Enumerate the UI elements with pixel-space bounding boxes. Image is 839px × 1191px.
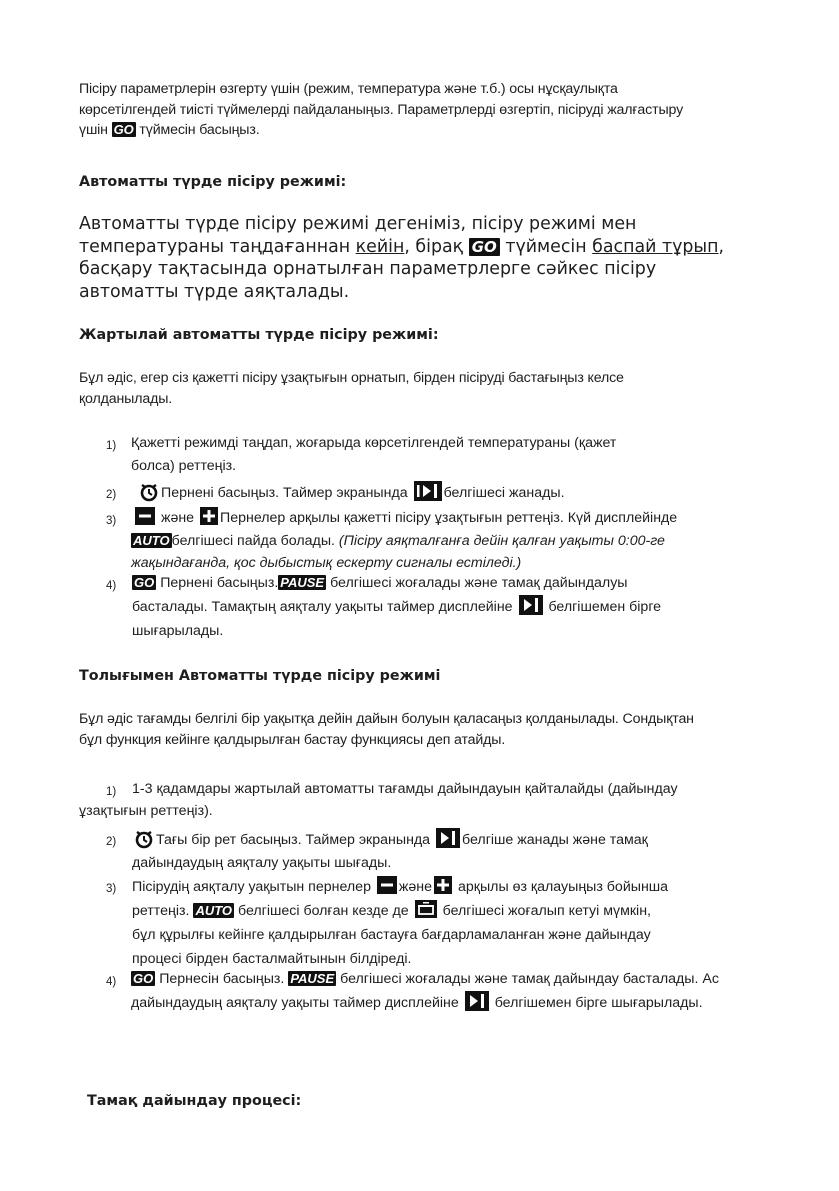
step-text: белгішесі жоғалады және тамақ дайындалуы xyxy=(330,575,628,591)
step-text: болса) реттеңіз. xyxy=(131,457,237,474)
step-text: белгішемен бірге шығарылады. xyxy=(494,994,703,1011)
step-text: белгішесі болған кезде де xyxy=(238,903,409,919)
auto-line-2d: түймесін xyxy=(505,236,587,257)
step-text: белгішесі жанады. xyxy=(443,485,565,501)
step-number: 4) xyxy=(106,976,117,988)
minus-icon xyxy=(135,507,155,525)
step-number: 2) xyxy=(106,489,117,501)
auto-line-2c: , бірақ xyxy=(404,236,464,257)
step-text: және xyxy=(160,510,195,526)
step-text: ұзақтығын реттеңіз). xyxy=(79,803,213,819)
intro-line-2: көрсетілгендей тиісті түймелерді пайдаланыңыз. Параметрлерді өзгертіп, пісіруді жалғастыру xyxy=(79,101,684,118)
go-badge: GO xyxy=(113,122,134,137)
step-text: дайындаудың аяқталу уақыты шығады. xyxy=(132,854,392,871)
plus-icon xyxy=(200,507,218,525)
step-text: арқылы өз қалауыңыз бойынша xyxy=(457,879,669,895)
auto-heading: Автоматты түрде пісіру режимі: xyxy=(79,174,347,190)
auto-line-1: Автоматты түрде пісіру режимі дегеніміз, пісіру режимі мен xyxy=(79,214,637,234)
step-note: жақындағанда, қос дыбыстық ескерту сигналы естіледі.) xyxy=(131,555,522,571)
auto-underline-after: кейін xyxy=(355,236,405,257)
step-note: (Пісіру аяқталғанға дейін қалған уақыты 0:00-ге xyxy=(338,532,665,549)
auto-badge: AUTO xyxy=(195,903,233,918)
step-text: Пернесін басыңыз. xyxy=(159,971,285,987)
timer-icon xyxy=(139,482,159,500)
end-icon xyxy=(519,595,543,615)
go-badge: GO xyxy=(133,971,154,986)
full-intro-line-1: Бұл әдіс тағамды белгілі бір уақытқа дейін дайын болуын қаласаңыз қолданылады. Сондықтан xyxy=(79,711,694,727)
auto-badge: AUTO xyxy=(133,532,170,548)
step-text: басталады. Тамақтың аяқталу уақыты таймер дисплейіне xyxy=(132,598,513,615)
step-text: реттеңіз. xyxy=(132,903,190,919)
full-intro-line-2: бұл функция кейінге қалдырылған бастау функциясы деп атайды. xyxy=(79,731,506,748)
auto-line-3: басқару тақтасында орнатылған параметрлерге сәйкес пісіру xyxy=(79,259,657,279)
timer-icon xyxy=(134,829,154,847)
end-icon xyxy=(436,828,460,848)
auto-line-4: автоматты түрде аяқталады. xyxy=(79,281,350,302)
plus-icon xyxy=(434,876,452,894)
auto-line-2a: температураны таңдағаннан xyxy=(79,236,351,257)
go-badge: GO xyxy=(134,575,155,590)
step-text: дайындаудың аяқталу уақыты таймер дисплейіне xyxy=(131,994,459,1011)
pot-icon xyxy=(415,900,437,918)
step-number: 2) xyxy=(106,836,117,848)
pause-badge: PAUSE xyxy=(290,971,335,986)
semi-intro xyxy=(79,368,624,409)
step-text: Пернені басыңыз. xyxy=(160,575,279,591)
step-text: Қажетті режимді таңдап, жоғарыда көрсетілгендей температураны (қажет xyxy=(131,435,617,451)
step-text: 1-3 қадамдары жартылай автоматты тағамды дайындауын қайталайды (дайындау xyxy=(132,781,678,797)
step-text: Пернені басыңыз. Таймер экранында xyxy=(161,485,408,501)
auto-underline-without: баспай тұрып xyxy=(592,236,719,257)
auto-line-2 xyxy=(79,236,779,259)
go-badge: GO xyxy=(469,238,500,256)
step-number: 4) xyxy=(106,580,117,592)
step-text: шығарылады. xyxy=(132,622,224,639)
pause-badge: PAUSE xyxy=(280,575,325,590)
step-text: белгішемен бірге xyxy=(548,598,662,615)
auto-line-2f: , xyxy=(718,236,725,257)
semi-heading: Жартылай автоматты түрде пісіру режимі: xyxy=(79,327,439,343)
step-text: белгіше жанады және тамақ xyxy=(462,832,648,848)
step-text: белгішесі жоғалып кетуі мүмкін, xyxy=(442,903,651,919)
step-text: Пісірудің аяқталу уақытын пернелер xyxy=(132,879,371,895)
step-text: белгішесі пайда болады. xyxy=(171,532,335,549)
step-text: және xyxy=(398,879,433,895)
step-text: процесі бірден басталмайтынын білдіреді. xyxy=(132,951,412,967)
auto-description xyxy=(79,213,779,303)
intro-line-3 xyxy=(79,120,683,141)
step-number: 1) xyxy=(106,440,117,452)
process-heading: Тамақ дайындау процесі: xyxy=(87,1093,302,1109)
step-text: бұл құрылғы кейінге қалдырылған бастауға бағдарламаланған және дайындау xyxy=(132,927,651,943)
step-text: Пернелер арқылы қажетті пісіру ұзақтығын реттеңіз. Күй дисплейінде xyxy=(220,510,678,526)
step-number: 1) xyxy=(106,786,117,798)
step-text: Тағы бір рет басыңыз. Таймер экранында xyxy=(156,832,431,848)
step-number: 3) xyxy=(106,883,117,895)
intro-line-3b: түймесін басыңыз. xyxy=(139,122,260,138)
end-icon xyxy=(465,991,489,1011)
play-end-icon xyxy=(414,481,442,501)
semi-intro-line-1: Бұл әдіс, егер сіз қажетті пісіру ұзақтығын орнатып, бірден пісіруді бастағыңыз келсе xyxy=(79,370,624,386)
intro-line-1: Пісіру параметрлерін өзгерту үшін (режим, температура және т.б.) осы нұсқаулықта xyxy=(79,81,618,97)
step-text: белгішесі жоғалады және тамақ дайындау басталады. Ас xyxy=(340,971,719,987)
step-number: 3) xyxy=(106,515,117,527)
intro-paragraph xyxy=(79,79,683,141)
semi-intro-line-2: қолданылады. xyxy=(79,390,173,407)
minus-icon xyxy=(377,876,397,894)
full-heading: Толығымен Автоматты түрде пісіру режимі xyxy=(79,668,441,684)
intro-line-3a: үшін xyxy=(79,122,108,138)
full-intro xyxy=(79,709,694,750)
